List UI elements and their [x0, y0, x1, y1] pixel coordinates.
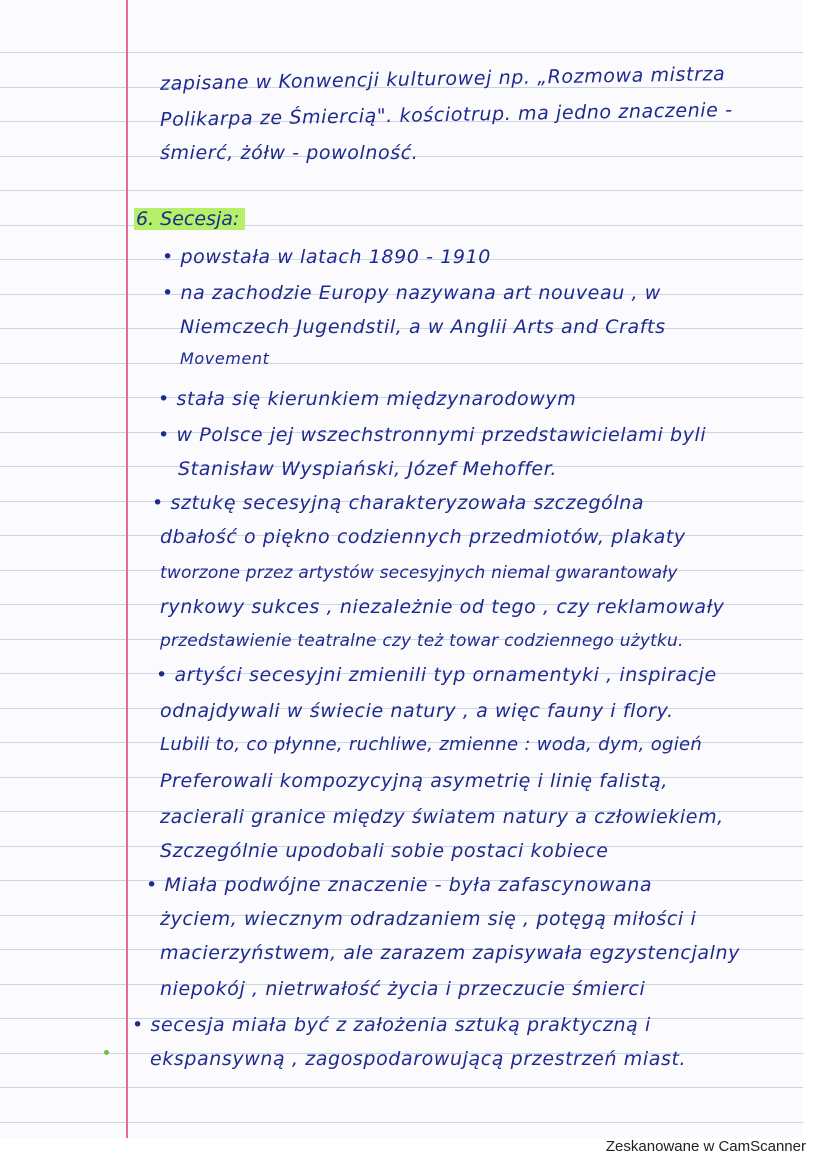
note-line: • Miała podwójne znaczenie - była zafascynowana	[146, 874, 653, 896]
section-heading	[134, 206, 245, 232]
section-heading-text: 6. Secesja:	[134, 208, 245, 230]
note-line: śmierć, żółw - powolność.	[160, 142, 419, 164]
note-line: ekspansywną , zagospodarowującą przestrzeń miast.	[150, 1048, 687, 1070]
note-line: • artyści secesyjni zmienili typ ornamentyki , inspiracje	[156, 664, 717, 686]
scanner-watermark: Zeskanowane w CamScanner	[605, 1138, 806, 1155]
note-line: • na zachodzie Europy nazywana art nouveau , w	[162, 282, 661, 304]
note-line: dbałość o piękno codziennych przedmiotów, plakaty	[160, 526, 686, 548]
note-line: zapisane w Konwencji kulturowej np. „Rozmowa mistrza	[159, 63, 726, 95]
note-line: • w Polsce jej wszechstronnymi przedstawicielami byli	[158, 424, 707, 446]
margin-line	[126, 0, 128, 1138]
note-line: tworzone przez artystów secesyjnych niemal gwarantowały	[160, 563, 678, 583]
note-line: życiem, wiecznym odradzaniem się , potęgą miłości i	[160, 908, 697, 930]
note-line: odnajdywali w świecie natury , a więc fauny i flory.	[160, 700, 674, 722]
note-line: Polikarpa ze Śmiercią". kościotrup. ma jedno znaczenie -	[159, 99, 733, 131]
note-line: • powstała w latach 1890 - 1910	[162, 246, 491, 268]
note-line: Preferowali kompozycyjną asymetrię i linię falistą,	[160, 770, 668, 792]
ruled-line	[0, 190, 803, 191]
note-line: Szczególnie upodobali sobie postaci kobiece	[160, 840, 609, 862]
ruled-line	[0, 52, 803, 53]
note-line: Lubili to, co płynne, ruchliwe, zmienne : woda, dym, ogień	[160, 734, 703, 755]
note-line: Niemczech Jugendstil, a w Anglii Arts and Crafts	[180, 316, 666, 338]
note-line: zacierali granice między światem natury a człowiekiem,	[160, 806, 724, 828]
note-line: przedstawienie teatralne czy też towar codziennego użytku.	[160, 631, 684, 651]
note-line: • sztukę secesyjną charakteryzowała szczególna	[152, 492, 645, 514]
ruled-line	[0, 1122, 803, 1123]
note-line: rynkowy sukces , niezależnie od tego , czy reklamowały	[160, 596, 725, 618]
note-line: macierzyństwem, ale zarazem zapisywała egzystencjalny	[160, 942, 740, 964]
ruled-line	[0, 1087, 803, 1088]
ruled-line	[0, 225, 803, 226]
note-line: Stanisław Wyspiański, Józef Mehoffer.	[178, 458, 558, 480]
note-line: • secesja miała być z założenia sztuką praktyczną i	[132, 1014, 651, 1036]
green-ink-dot	[104, 1050, 109, 1055]
ruled-line	[0, 363, 803, 364]
note-line: niepokój , nietrwałość życia i przeczucie śmierci	[160, 978, 646, 1000]
note-line: Movement	[180, 349, 270, 368]
note-line: • stała się kierunkiem międzynarodowym	[158, 388, 577, 410]
